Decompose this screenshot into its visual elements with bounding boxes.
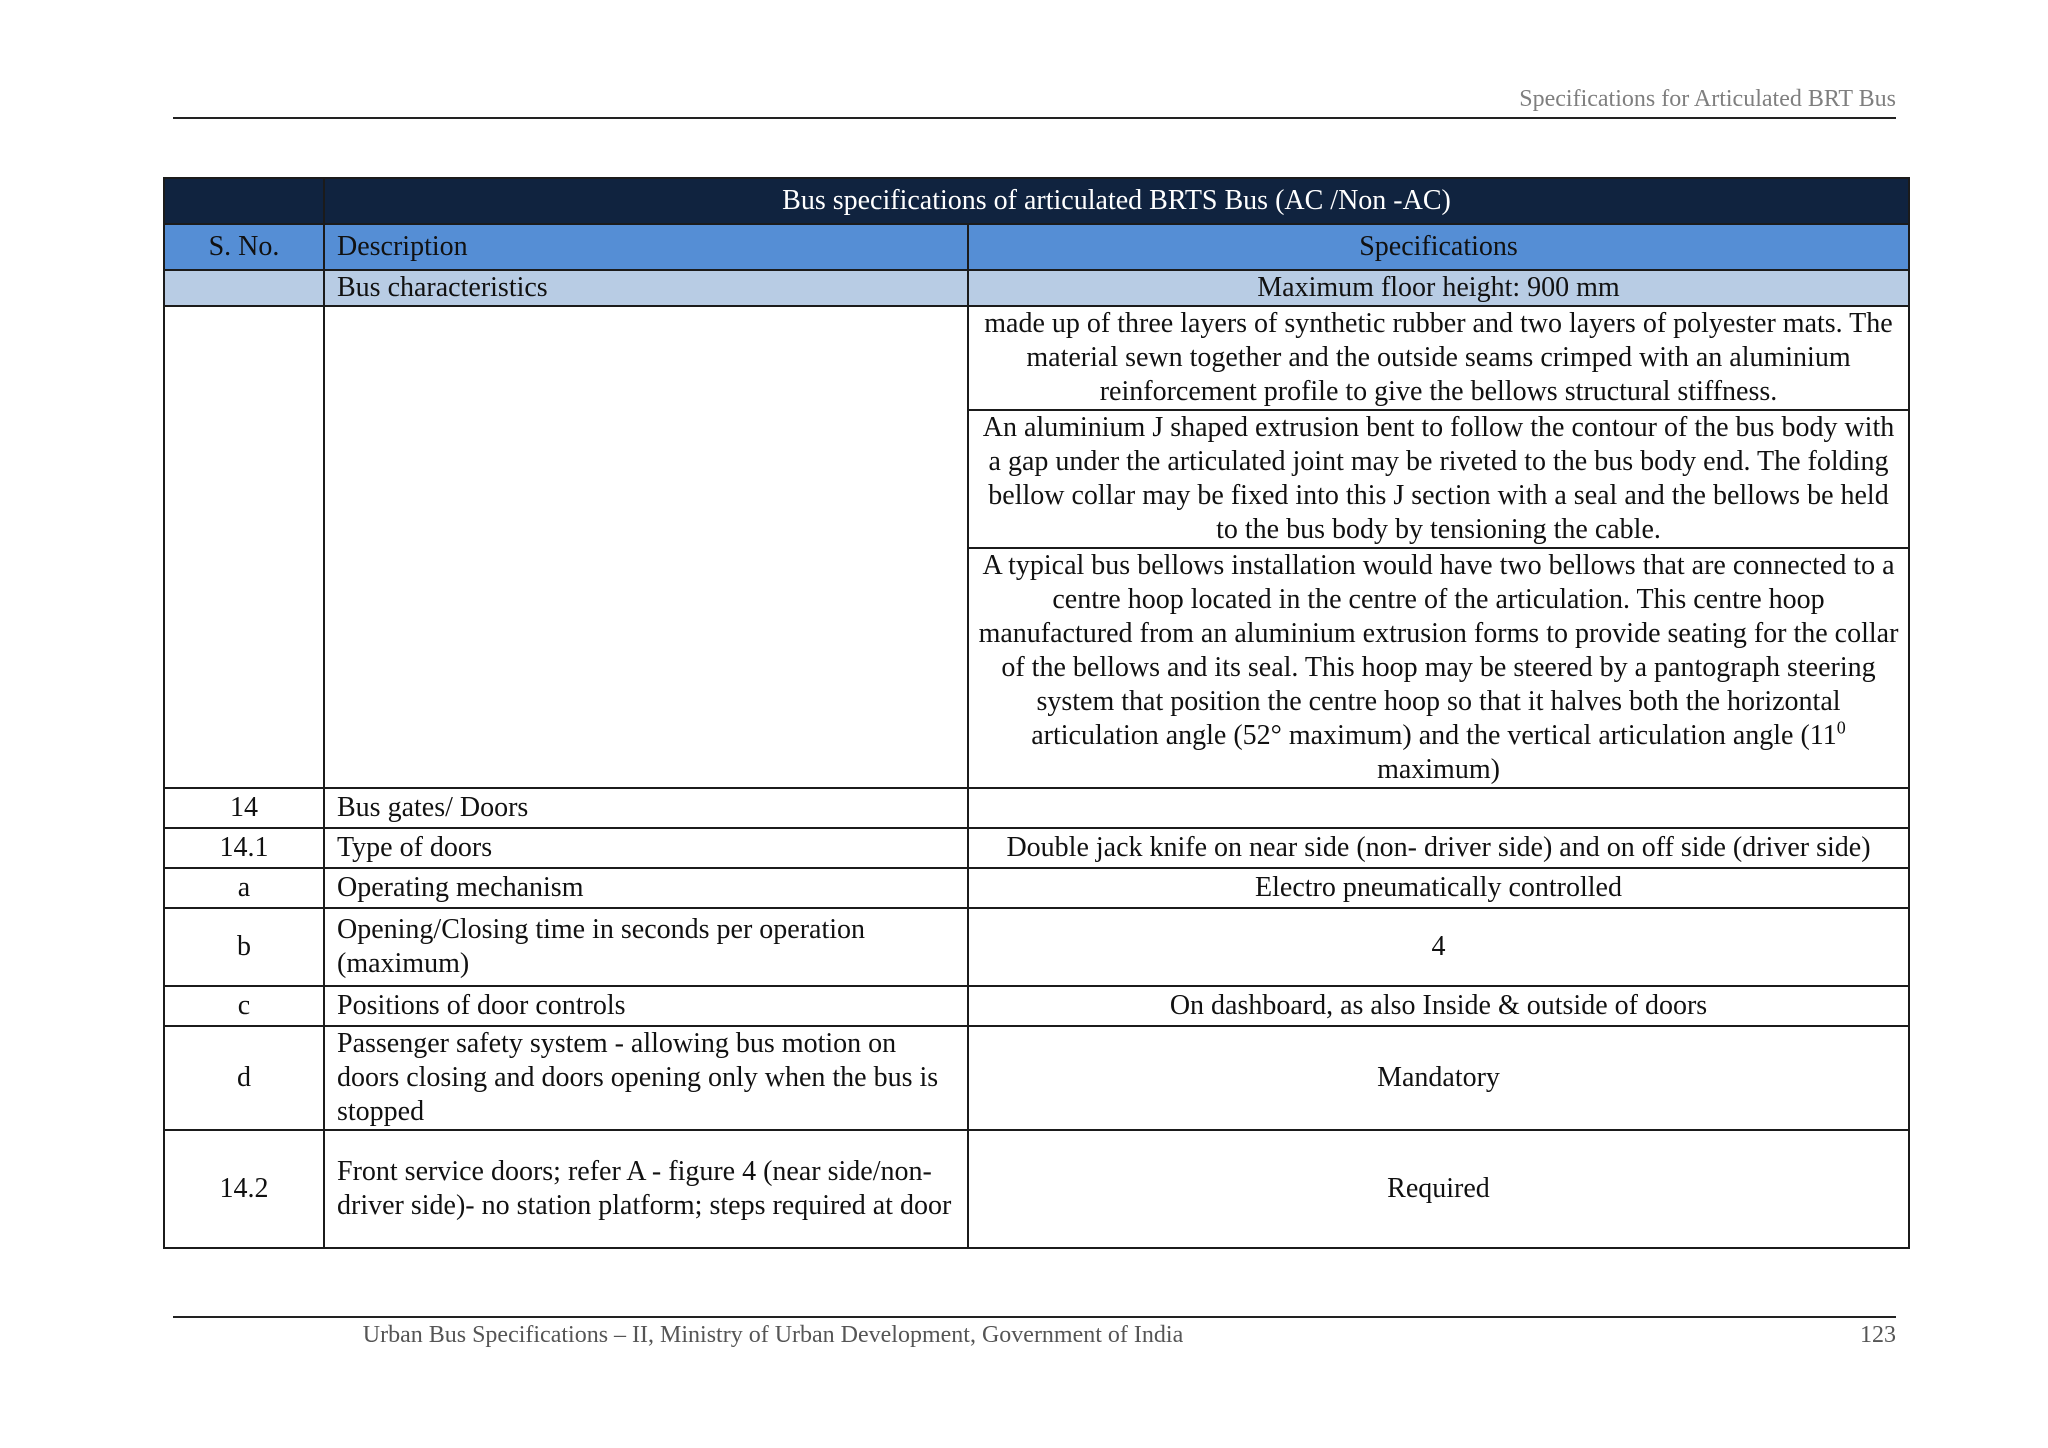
row-description: Passenger safety system - allowing bus motion on doors closing and doors opening only when the bus is stopped: [324, 1026, 968, 1130]
row-sno: 14: [164, 788, 324, 828]
column-header-row: [164, 224, 1909, 270]
row-specification: Double jack knife on near side (non- driver side) and on off side (driver side): [968, 828, 1909, 868]
column-header-description: Description: [324, 224, 968, 270]
row-description: Operating mechanism: [324, 868, 968, 908]
row-sno: d: [164, 1026, 324, 1130]
table-row: [164, 306, 1909, 410]
table-row: [164, 1130, 1909, 1248]
row-description: Front service doors; refer A - figure 4 (near side/non-driver side)- no station platform; steps required at door: [324, 1130, 968, 1248]
bellows-paragraph-3-text: A typical bus bellows installation would have two bellows that are connected to a centre hoop located in the centre of the articulation. This centre hoop manufactured from an aluminium extrusion forms to provide seating for the collar of the bellows and its seal. This hoop may be steered by a pantograph steering system that position the centre hoop so that it halves both the horizontal articulation angle (52° maximum) and the vertical articulation angle (11: [978, 550, 1899, 751]
column-header-specifications: Specifications: [968, 224, 1909, 270]
table-row: [164, 828, 1909, 868]
specifications-table: [163, 177, 1910, 1249]
section-description: Bus characteristics: [324, 270, 968, 306]
table-title-row: [164, 178, 1909, 224]
table-title: Bus specifications of articulated BRTS Bus (AC /Non -AC): [324, 178, 1909, 224]
row-sno: c: [164, 986, 324, 1026]
bellows-paragraph-3: [968, 548, 1909, 788]
table-row: [164, 868, 1909, 908]
footer-text: Urban Bus Specifications – II, Ministry of Urban Development, Government of India: [362, 1322, 1184, 1348]
section-specification: Maximum floor height: 900 mm: [968, 270, 1909, 306]
bellows-sno-cell: [164, 306, 324, 788]
row-specification: Electro pneumatically controlled: [968, 868, 1909, 908]
table-row: [164, 908, 1909, 986]
row-specification: Mandatory: [968, 1026, 1909, 1130]
row-sno: 14.2: [164, 1130, 324, 1248]
angle-suffix: maximum): [1377, 754, 1500, 785]
row-sno: b: [164, 908, 324, 986]
footer-divider: [173, 1316, 1896, 1318]
title-spacer-cell: [164, 178, 324, 224]
row-description: Type of doors: [324, 828, 968, 868]
column-header-sno: S. No.: [164, 224, 324, 270]
table-row: [164, 1026, 1909, 1130]
bellows-paragraph-2: An aluminium J shaped extrusion bent to follow the contour of the bus body with a gap under the articulated joint may be riveted to the bus body end. The folding bellow collar may be fixed into this J section with a seal and the bellows be held to the bus body by tensioning the cable.: [968, 410, 1909, 548]
row-description: Positions of door controls: [324, 986, 968, 1026]
row-specification: On dashboard, as also Inside & outside of doors: [968, 986, 1909, 1026]
page-number: 123: [1860, 1322, 1896, 1348]
table-row: [164, 788, 1909, 828]
section-sno-cell: [164, 270, 324, 306]
header-divider: [173, 117, 1896, 119]
row-specification: [968, 788, 1909, 828]
row-sno: a: [164, 868, 324, 908]
row-specification: 4: [968, 908, 1909, 986]
row-sno: 14.1: [164, 828, 324, 868]
section-row: [164, 270, 1909, 306]
row-description: Bus gates/ Doors: [324, 788, 968, 828]
angle-superscript: 0: [1836, 717, 1846, 738]
table-row: [164, 986, 1909, 1026]
row-specification: Required: [968, 1130, 1909, 1248]
bellows-description-cell: [324, 306, 968, 788]
row-description: Opening/Closing time in seconds per operation (maximum): [324, 908, 968, 986]
running-header: Specifications for Articulated BRT Bus: [1519, 86, 1896, 112]
bellows-paragraph-1: made up of three layers of synthetic rubber and two layers of polyester mats. The material sewn together and the outside seams crimped with an aluminium reinforcement profile to give the bellows structural stiffness.: [968, 306, 1909, 410]
